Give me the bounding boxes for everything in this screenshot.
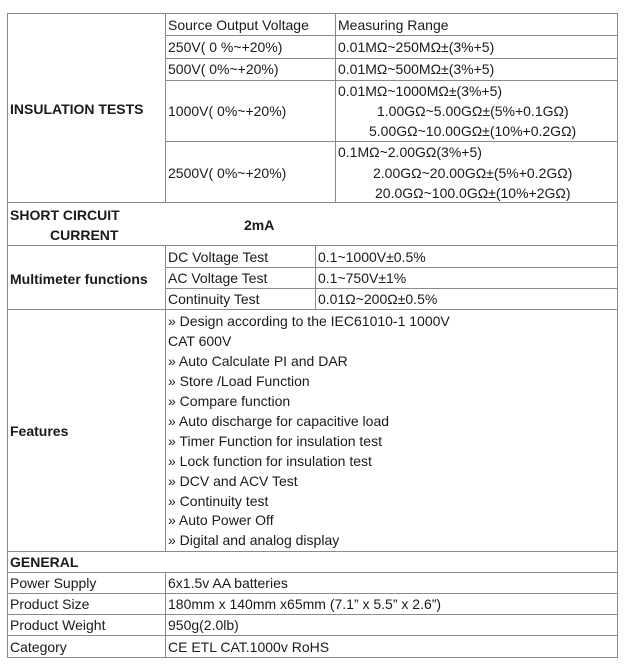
range-500v: 0.01MΩ~500MΩ±(3%+5) — [338, 61, 495, 77]
source-voltage-header: Source Output Voltage — [168, 17, 309, 33]
feature-item: » Auto Power Off — [168, 512, 274, 528]
feature-item: » Design according to the IEC61010-1 1000V — [168, 313, 450, 329]
general-value-product-weight: 950g(2.0lb) — [168, 617, 239, 633]
multimeter-row-value: 0.1~750V±1% — [318, 270, 407, 286]
general-heading: GENERAL — [10, 554, 79, 570]
insulation-tests-heading: INSULATION TESTS — [10, 101, 144, 117]
multimeter-row-name: AC Voltage Test — [168, 270, 268, 286]
short-circuit-value: 2mA — [244, 217, 275, 233]
range-2500v-line1: 0.1MΩ~2.00GΩ(3%+5) — [338, 144, 482, 160]
feature-item: » Digital and analog display — [168, 532, 340, 548]
voltage-250v: 250V( 0 %~+20%) — [168, 39, 283, 55]
general-label-power-supply: Power Supply — [10, 575, 97, 591]
feature-item: » Compare function — [168, 393, 291, 409]
features-heading: Features — [10, 423, 69, 439]
range-1000v-line2: 1.00GΩ~5.00GΩ±(5%+0.1GΩ) — [377, 103, 569, 119]
multimeter-row-value: 0.1~1000V±0.5% — [318, 249, 426, 265]
feature-item: » Auto Calculate PI and DAR — [168, 353, 348, 369]
range-2500v-line2: 2.00GΩ~20.00GΩ±(5%+0.2GΩ) — [373, 165, 573, 181]
multimeter-row-name: DC Voltage Test — [168, 249, 269, 265]
feature-item: » Store /Load Function — [168, 373, 310, 389]
feature-item: » Timer Function for insulation test — [168, 433, 382, 449]
feature-item: » DCV and ACV Test — [168, 473, 298, 489]
measuring-range-header: Measuring Range — [338, 17, 449, 33]
multimeter-heading: Multimeter functions — [10, 271, 148, 287]
range-2500v-line3: 20.0GΩ~100.0GΩ±(10%+2GΩ) — [375, 185, 571, 201]
general-value-power-supply: 6x1.5v AA batteries — [168, 575, 288, 591]
general-label-product-weight: Product Weight — [10, 617, 106, 633]
feature-item: » Continuity test — [168, 493, 269, 509]
feature-item: » Lock function for insulation test — [168, 453, 372, 469]
short-circuit-heading-line2: CURRENT — [50, 227, 119, 243]
short-circuit-heading-line1: SHORT CIRCUIT — [10, 207, 120, 223]
voltage-2500v: 2500V( 0%~+20%) — [168, 165, 287, 181]
general-value-category: CE ETL CAT.1000v RoHS — [168, 639, 330, 655]
feature-item: » Auto discharge for capacitive load — [168, 413, 390, 429]
multimeter-row-name: Continuity Test — [168, 291, 260, 307]
voltage-500v: 500V( 0%~+20%) — [168, 61, 279, 77]
general-value-product-size: 180mm x 140mm x65mm (7.1” x 5.5” x 2.6”) — [168, 596, 442, 612]
range-1000v-line1: 0.01MΩ~1000MΩ±(3%+5) — [338, 83, 503, 99]
range-250v: 0.01MΩ~250MΩ±(3%+5) — [338, 39, 495, 55]
general-label-product-size: Product Size — [10, 596, 90, 612]
voltage-1000v: 1000V( 0%~+20%) — [168, 103, 287, 119]
multimeter-row-value: 0.01Ω~200Ω±0.5% — [318, 291, 438, 307]
range-1000v-line3: 5.00GΩ~10.00GΩ±(10%+0.2GΩ) — [369, 123, 577, 139]
general-label-category: Category — [10, 639, 67, 655]
feature-item: CAT 600V — [168, 333, 232, 349]
